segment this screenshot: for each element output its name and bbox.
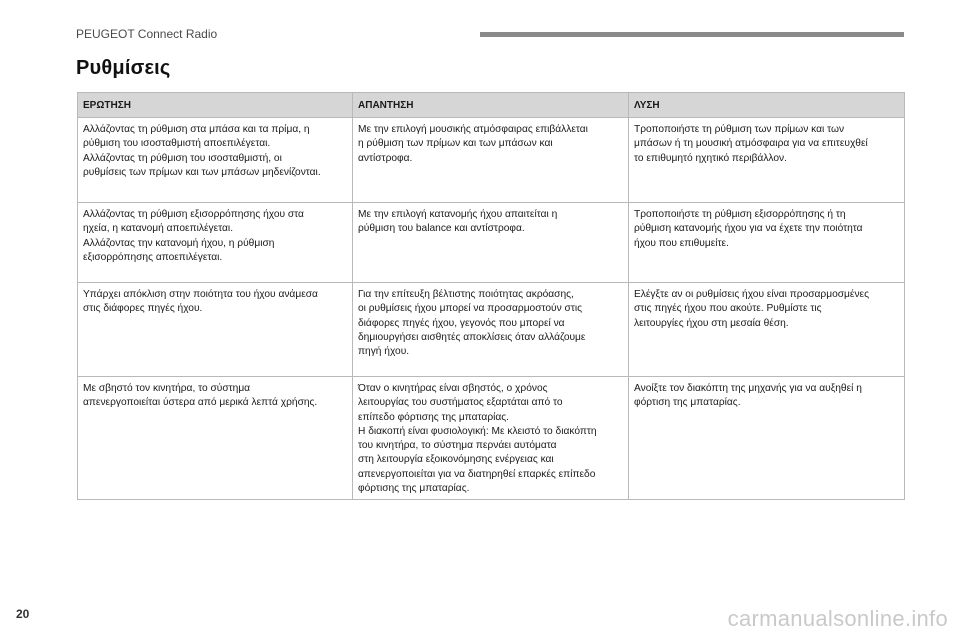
table-header-row [78,93,905,118]
text-line: Ελέγξτε αν οι ρυθμίσεις ήχου είναι προσαρμοσμένες [634,289,869,300]
text-line: Για την επίτευξη βέλτιστης ποιότητας ακρόασης, [358,289,574,300]
text-line: φόρτιση της μπαταρίας. [634,397,741,409]
answer-cell [353,283,629,377]
text-line: εξισορρόπησης αποεπιλέγεται. [83,251,223,263]
text-line: μπάσων ή τη μουσική ατμόσφαιρα για να επιτευχθεί [634,138,868,150]
text-line: ρύθμιση του ισοσταθμιστή αποεπιλέγεται. [83,138,271,150]
text-line: ήχου που επιθυμείτε. [634,237,729,249]
text-line: δημιουργήσει αισθητές αποκλίσεις όταν αλλάζουμε [358,331,586,343]
settings-faq-table [77,92,905,500]
solution-cell [629,118,905,203]
page-number: 20 [16,607,30,621]
manual-header-title: PEUGEOT Connect Radio [76,27,218,41]
table-row [78,377,905,500]
answer-cell [353,118,629,203]
text-line: Η διακοπή είναι φυσιολογική: Με κλειστό το διακόπτη [358,425,597,437]
text-line: Αλλάζοντας τη ρύθμιση στα μπάσα και τα πρίμα, η [83,124,310,135]
text-line: απενεργοποιείται ύστερα από μερικά λεπτά χρήσης. [83,397,318,409]
answer-cell [353,377,629,500]
solution-cell [629,203,905,283]
text-line: Ανοίξτε τον διακόπτη της μηχανής για να αυξηθεί η [634,383,862,394]
table-row [78,283,905,377]
text-line: λειτουργίες ήχου στη μεσαία θέση. [634,317,789,329]
text-line: ρυθμίσεις των πρίμων και των μπάσων μηδενίζονται. [83,166,321,178]
text-line: λειτουργίας του συστήματος εξαρτάται από το [358,397,563,409]
text-line: Τροποποιήστε τη ρύθμιση εξισορρόπησης ή τη [634,209,846,220]
text-line: στη λειτουργία εξοικονόμησης ενέργειας και [358,454,554,466]
question-cell [78,118,353,203]
text-line: Υπάρχει απόκλιση στην ποιότητα του ήχου ανάμεσα [83,289,318,300]
text-line: διάφορες πηγές ήχου, γεγονός που μπορεί να [358,317,565,329]
question-cell [78,377,353,500]
text-line: το επιθυμητό ηχητικό περιβάλλον. [634,152,787,164]
text-line: απενεργοποιείται για να διατηρηθεί επαρκές επίπεδο [358,468,596,480]
text-line: η ρύθμιση των πρίμων και των μπάσων και [358,138,553,150]
column-header-answer: ΑΠΑΝΤΗΣΗ [353,93,629,118]
text-line: αντίστροφα. [358,152,413,164]
text-line: Με την επιλογή κατανομής ήχου απαιτείται η [358,209,558,220]
text-line: Τροποποιήστε τη ρύθμιση των πρίμων και των [634,124,845,135]
question-cell [78,203,353,283]
table-row [78,118,905,203]
text-line: ρύθμιση του balance και αντίστροφα. [358,223,525,235]
text-line: οι ρυθμίσεις ήχου μπορεί να προσαρμοστούν στις [358,303,583,315]
watermark-text: carmanualsonline.info [727,606,948,631]
text-line: Όταν ο κινητήρας είναι σβηστός, ο χρόνος [358,383,548,394]
text-line: Αλλάζοντας την κατανομή ήχου, η ρύθμιση [83,237,275,249]
text-line: φόρτισης της μπαταρίας. [358,483,470,495]
question-cell [78,283,353,377]
text-line: επίπεδο φόρτισης της μπαταρίας. [358,411,510,423]
solution-cell [629,283,905,377]
text-line: στις πηγές ήχου που ακούτε. Ρυθμίστε τις [634,303,822,315]
text-line: Αλλάζοντας τη ρύθμιση εξισορρόπησης ήχου στα [83,209,304,220]
table-row [78,203,905,283]
solution-cell [629,377,905,500]
text-line: του κινητήρα, το σύστημα περνάει αυτόματα [358,440,557,452]
text-line: Με σβηστό τον κινητήρα, το σύστημα [83,383,251,394]
header-rule [480,32,904,37]
text-line: Με την επιλογή μουσικής ατμόσφαιρας επιβάλλεται [358,124,588,135]
column-header-question: ΕΡΩΤΗΣΗ [78,93,353,118]
column-header-solution: ΛΥΣΗ [629,93,905,118]
answer-cell [353,203,629,283]
page-title: Ρυθμίσεις [76,57,171,79]
text-line: ηχεία, η κατανομή αποεπιλέγεται. [83,223,234,235]
text-line: ρύθμιση κατανομής ήχου για να έχετε την ποιότητα [634,223,863,235]
text-line: Αλλάζοντας τη ρύθμιση του ισοσταθμιστή, οι [83,152,282,164]
text-line: στις διάφορες πηγές ήχου. [83,303,203,315]
text-line: πηγή ήχου. [358,346,410,358]
